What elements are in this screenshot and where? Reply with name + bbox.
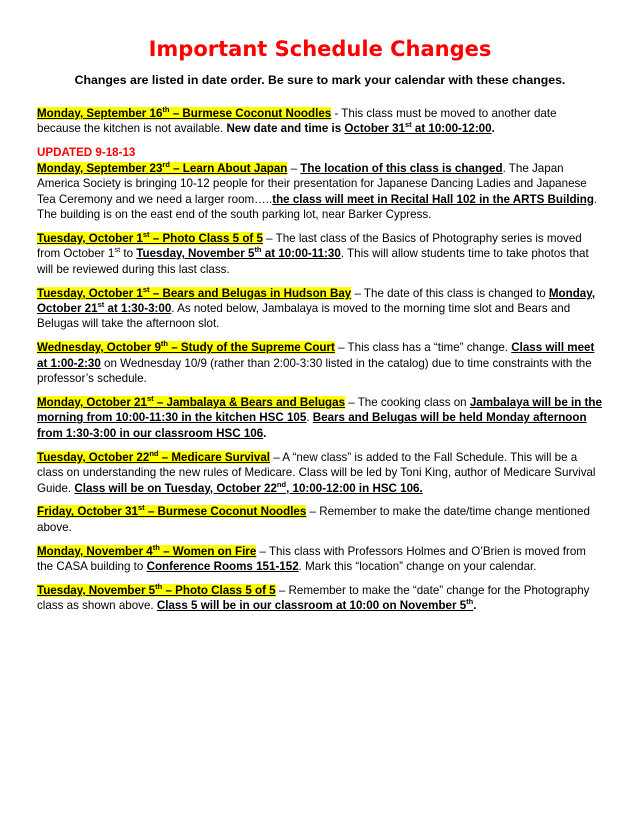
page-title: Important Schedule Changes: [148, 37, 492, 61]
entry-heading: Tuesday, October 22nd – Medicare Survival: [37, 448, 270, 464]
entry-heading: Tuesday, November 5th – Photo Class 5 of 5: [37, 582, 276, 598]
document-page: [37, 36, 603, 622]
updated-label: UPDATED 9-18-13: [37, 146, 136, 160]
entry-heading: Wednesday, October 9th – Study of the Supreme Court: [37, 339, 335, 355]
schedule-entry-oct31: Friday, October 31st – Burmese Coconut Noodles – Remember to make the date/time change mentioned above.: [37, 503, 590, 534]
entry-heading: Monday, September 23rd – Learn About Japan: [37, 159, 288, 175]
schedule-entry-oct9: Wednesday, October 9th – Study of the Supreme Court – This class has a “time” change. Class will meet at 1:00-2:30 on Wednesday 10/9 (rather than 2:00-3:30 listed in the catalog) due to time constraints with the professor’s schedule.: [37, 339, 595, 386]
schedule-entry-oct1-photo: Tuesday, October 1st – Photo Class 5 of 5 – The last class of the Basics of Photography series is moved from October 1st to Tuesday, November 5th at 10:00-11:30. This will allow students time to take photos that will be reviewed during this last class.: [37, 229, 589, 276]
entry-heading: Monday, October 21st – Jambalaya & Bears and Belugas: [37, 394, 346, 409]
entry-heading: Monday, November 4th – Women on Fire: [37, 542, 257, 558]
schedule-entry-nov4: Monday, November 4th – Women on Fire – This class with Professors Holmes and O’Brien is moved from the CASA building to Conference Rooms 151-152. Mark this “location” change on your calendar.: [37, 542, 586, 574]
entry-heading: Monday, September 16th – Burmese Coconut Noodles: [37, 105, 332, 120]
schedule-entry-nov5: Tuesday, November 5th – Photo Class 5 of 5 – Remember to make the “date” change for the Photography class as shown above. Class 5 will be in our classroom at 10:00 on November 5th.: [37, 582, 590, 613]
schedule-entry-sep16: Monday, September 16th – Burmese Coconut Noodles - This class must be moved to another date because the kitchen is not available. New date and time is October 31st at 10:00-12:00.: [37, 105, 557, 136]
entry-heading: Tuesday, October 1st – Photo Class 5 of 5: [37, 229, 263, 245]
schedule-entry-sep23: UPDATED 9-18-13 Monday, September 23rd – Learn About Japan – The location of this class is changed. The Japan America Society is bringing 10-12 people for their presentation for Japanese Dancing Ladies and Japanese Tea Ceremony and we need a larger room…..the class will meet in Recital Hall 102 in the ARTS Building. The building is on the east end of the south parking lot, near Barker Cypress.: [37, 145, 603, 222]
schedule-entry-oct1-bears: Tuesday, October 1st – Bears and Belugas in Hudson Bay – The date of this class is changed to Monday, October 21st at 1:30-3:00. As noted below, Jambalaya is moved to the morning time slot and Bears and Belugas will take the afternoon slot.: [37, 284, 596, 331]
schedule-entry-oct21: Monday, October 21st – Jambalaya & Bears and Belugas – The cooking class on Jambalaya will be in the morning from 10:00-11:30 in the kitchen HSC 105. Bears and Belugas will be held Monday afternoon from 1:30-3:00 in our classroom HSC 106.: [37, 394, 602, 440]
entry-heading: Friday, October 31st – Burmese Coconut Noodles: [37, 503, 307, 519]
schedule-entry-oct22: Tuesday, October 22nd – Medicare Survival – A “new class” is added to the Fall Schedule. This will be a class on understanding the new rules of Medicare. Class will be led by Toni King, author of Medicare Survival Guide. Class will be on Tuesday, October 22nd, 10:00-12:00 in HSC 106.: [37, 448, 596, 495]
page-subtitle: Changes are listed in date order. Be sure to mark your calendar with these changes.: [74, 73, 566, 87]
entry-heading: Tuesday, October 1st – Bears and Belugas in Hudson Bay: [37, 284, 352, 300]
